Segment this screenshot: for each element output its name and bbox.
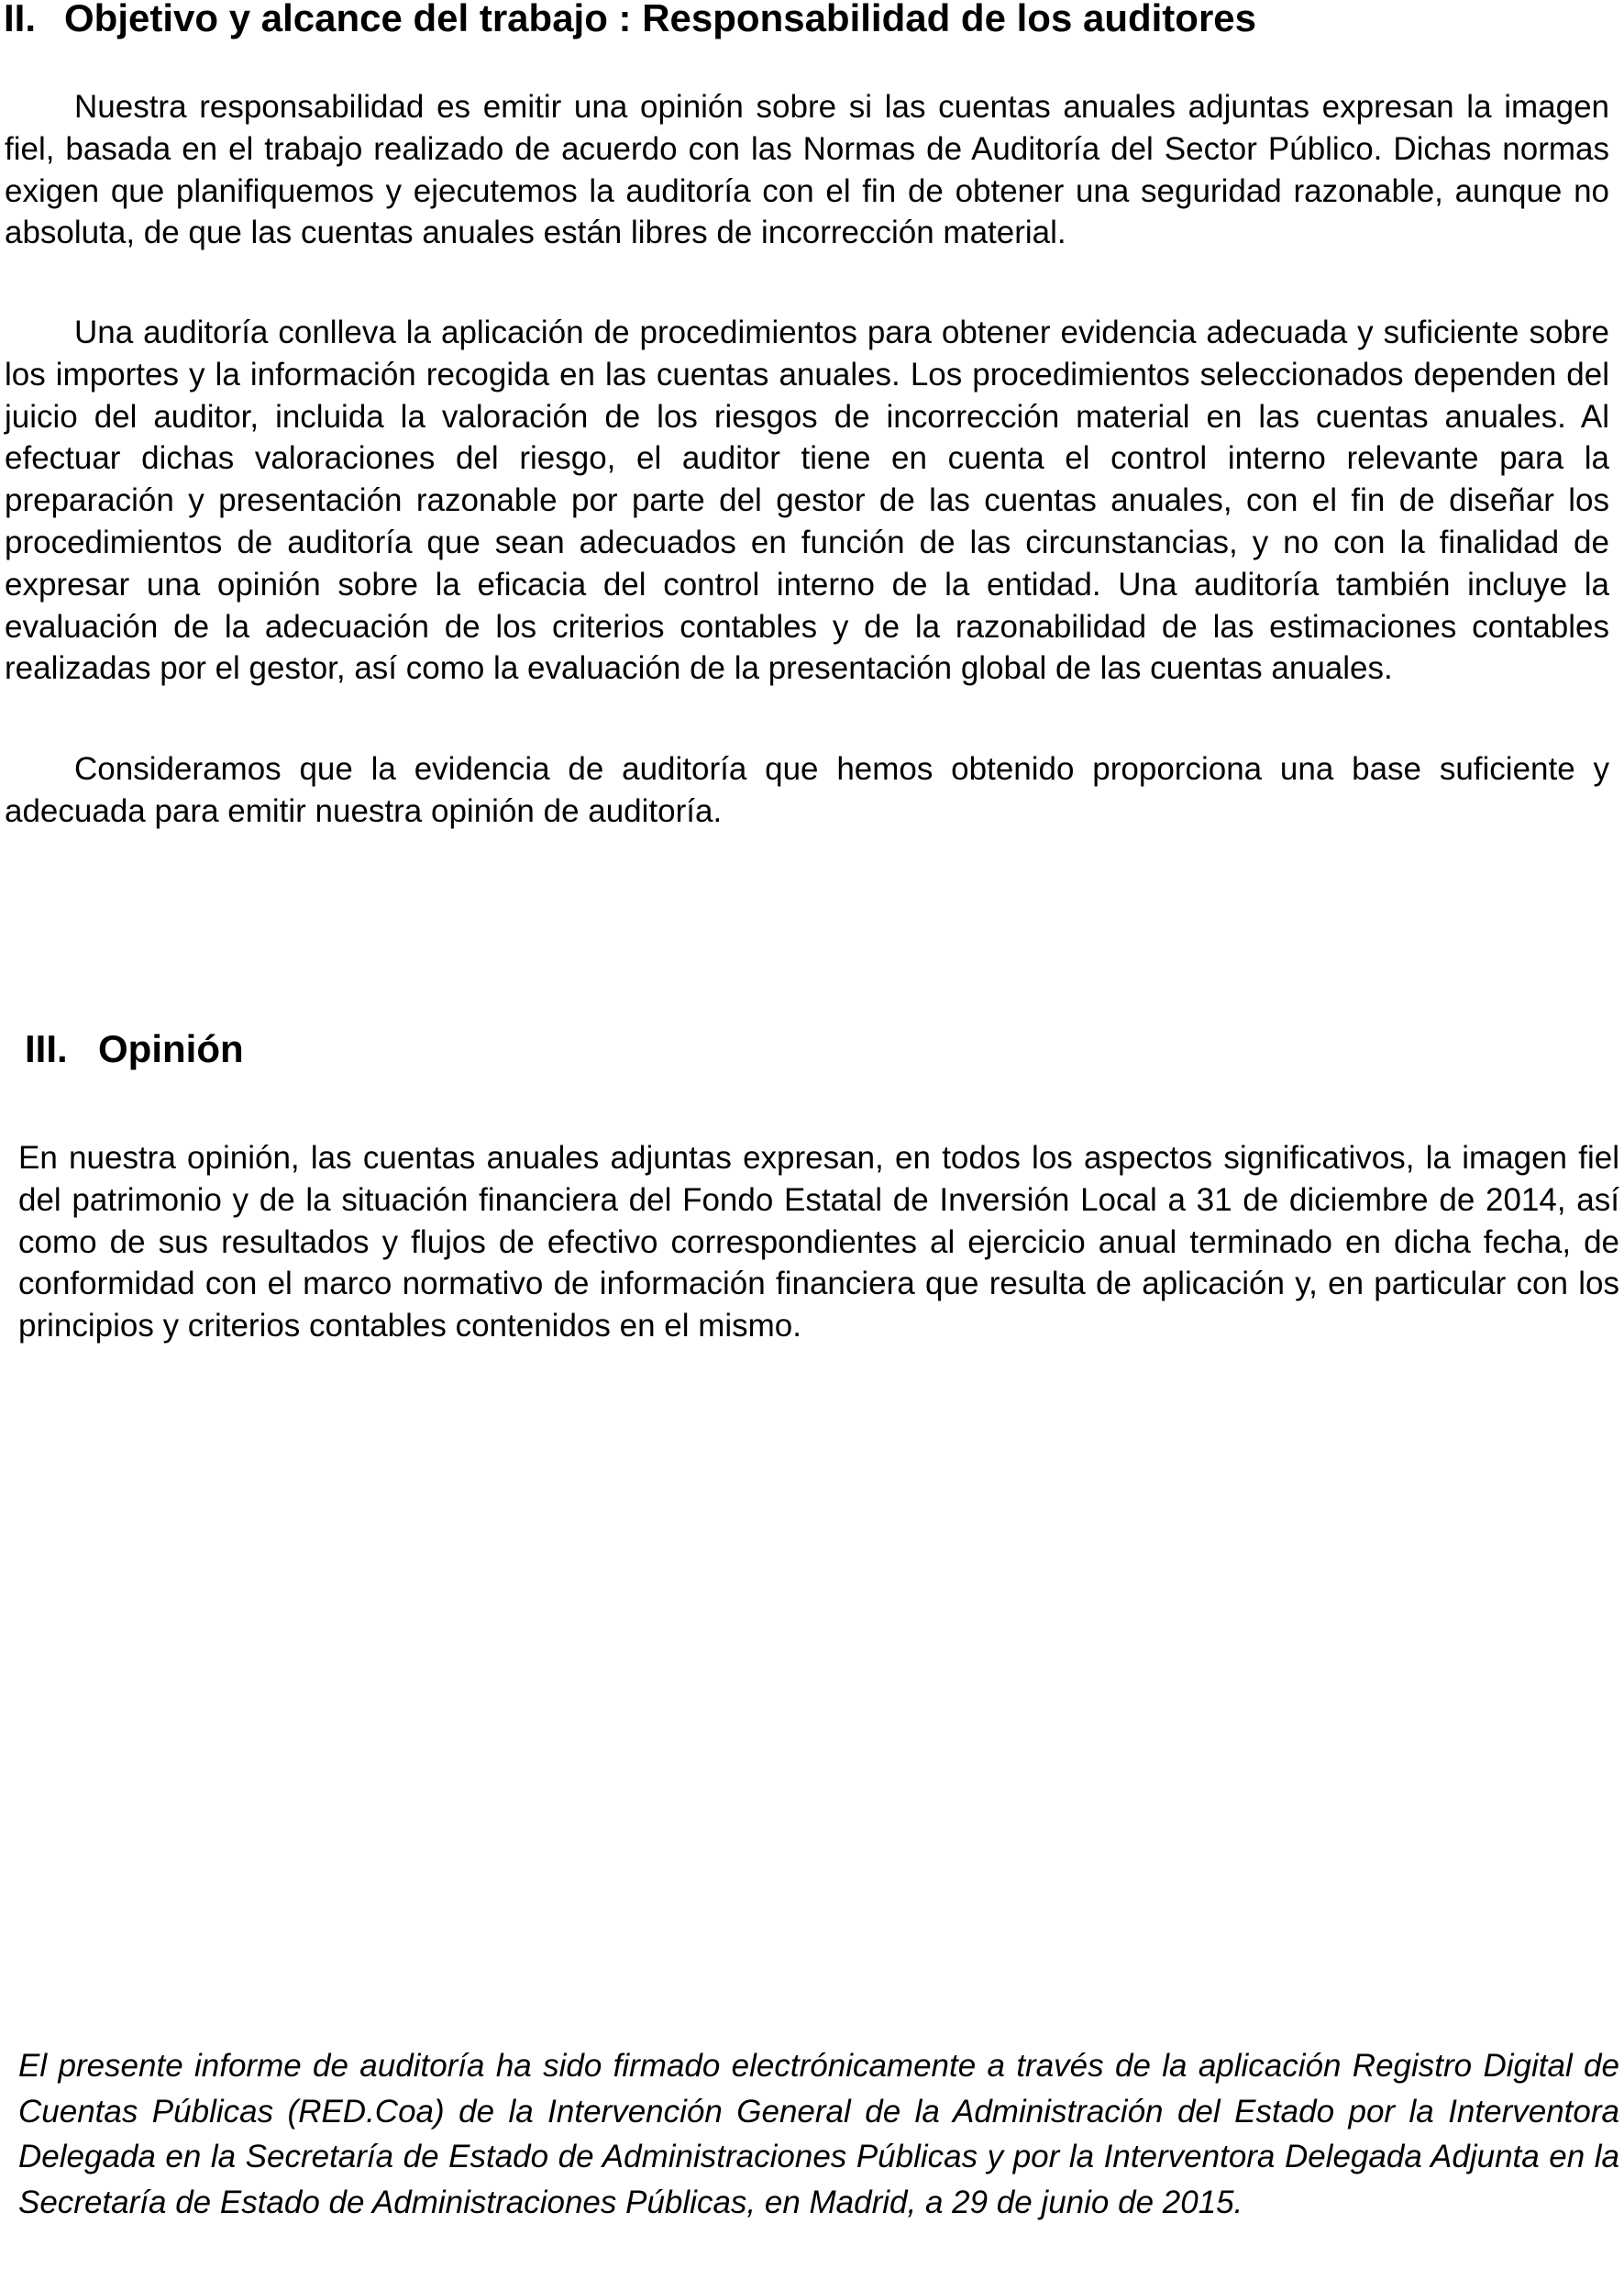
section-3-number: III. [25,1027,68,1070]
section-3-heading [25,1027,758,1071]
section-2-title: Objetivo y alcance del trabajo : Responsabilidad de los auditores [64,0,1257,39]
section-2-paragraph-1: Nuestra responsabilidad es emitir una opinión sobre si las cuentas anuales adjuntas expresan la imagen fiel, basada en el trabajo realizado de acuerdo con las Normas de Auditoría del Sector Público. Dichas normas exigen que planifiquemos y ejecutemos la auditoría con el fin de obtener una seguridad razonable, aunque no absoluta, de que las cuentas anuales están libres de incorrección material. [5,89,1609,251]
signature-note: El presente informe de auditoría ha sido firmado electrónicamente a través de la aplicación Registro Digital de Cuentas Públicas (RED.Coa) de la Intervención General de la Administración del Estado por la Interventora Delegada en la Secretaría de Estado de Administraciones Públicas y por la Interventora Delegada Adjunta en la Secretaría de Estado de Administraciones Públicas, en Madrid, a 29 de junio de 2015. [18,2048,1619,2220]
section-2-paragraph-3: Consideramos que la evidencia de auditoría que hemos obtenido proporciona una base suficiente y adecuada para emitir nuestra opinión de auditoría. [5,751,1609,829]
section-2-heading [4,0,1618,40]
section-2-number: II. [4,0,37,39]
section-3-opinion-paragraph: En nuestra opinión, las cuentas anuales adjuntas expresan, en todos los aspectos significativos, la imagen fiel del patrimonio y de la situación financiera del Fondo Estatal de Inversión Local a 31 de diciembre de 2014, así como de sus resultados y flujos de efectivo correspondientes al ejercicio anual terminado en dicha fecha, de conformidad con el marco normativo de información financiera que resulta de aplicación y, en particular con los principios y criterios contables contenidos en el mismo. [18,1140,1619,1344]
section-2-paragraph-2: Una auditoría conlleva la aplicación de procedimientos para obtener evidencia adecuada y suficiente sobre los importes y la información recogida en las cuentas anuales. Los procedimientos seleccionados dependen del juicio del auditor, incluida la valoración de los riesgos de incorrección material en las cuentas anuales. Al efectuar dichas valoraciones del riesgo, el auditor tiene en cuenta el control interno relevante para la preparación y presentación razonable por parte del gestor de las cuentas anuales, con el fin de diseñar los procedimientos de auditoría que sean adecuados en función de las circunstancias, y no con la finalidad de expresar una opinión sobre la eficacia del control interno de la entidad. Una auditoría también incluye la evaluación de la adecuación de los criterios contables y de la razonabilidad de las estimaciones contables realizadas por el gestor, así como la evaluación de la presentación global de las cuentas anuales. [5,315,1609,687]
section-3-title: Opinión [98,1027,244,1070]
